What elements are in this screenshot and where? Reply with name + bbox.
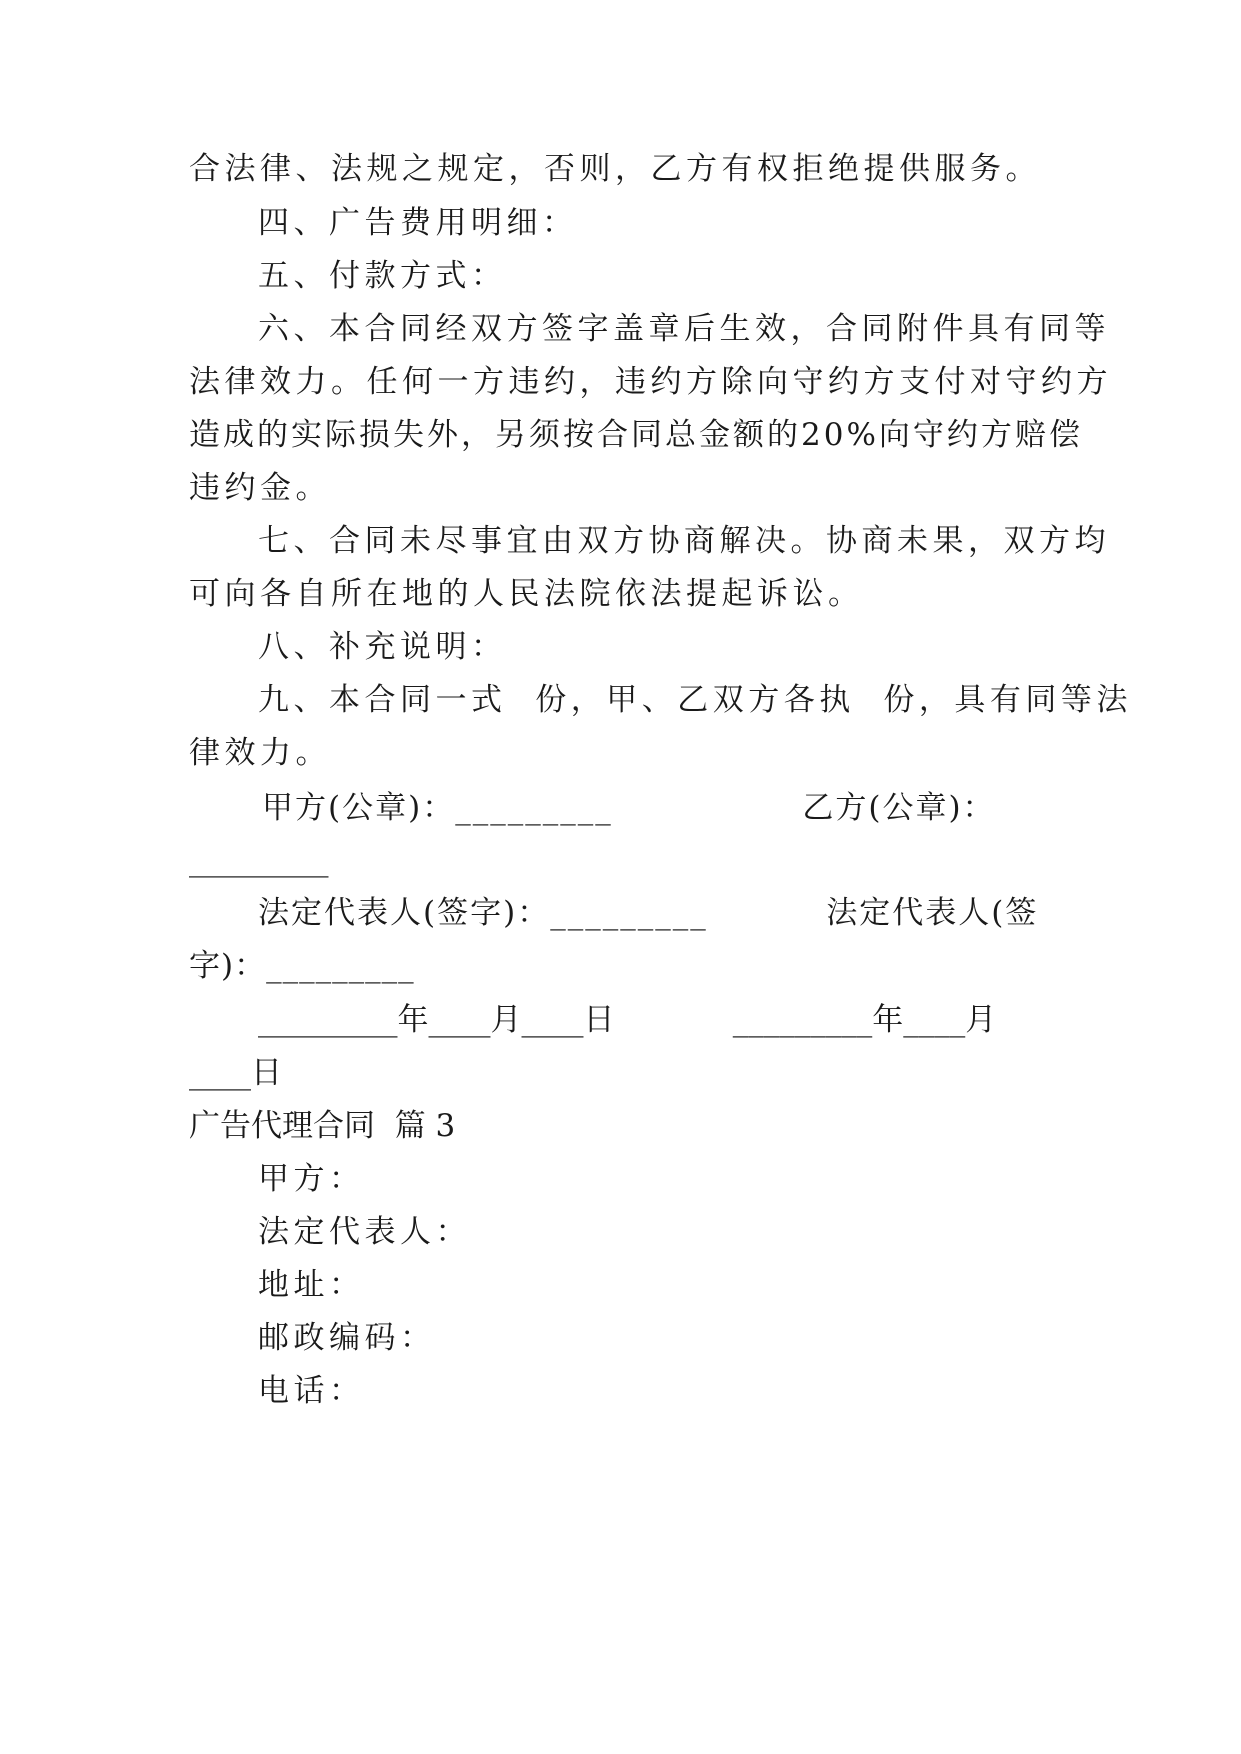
section-title: 广告代理合同 篇 3 <box>189 1108 456 1144</box>
paragraph-line: 合法律、法规之规定，否则，乙方有权拒绝提供服务。 <box>189 151 1041 187</box>
field-address: 地址： <box>258 1267 365 1303</box>
representative-line: 字)：_________ <box>189 948 415 984</box>
clause-5: 五、付款方式： <box>258 258 507 294</box>
paragraph-line: 法律效力。任何一方违约，违约方除向守约方支付对守约方 <box>189 364 1112 400</box>
signature-party-line: 甲方(公章)：_________ 乙方(公章)： <box>262 790 996 826</box>
paragraph-line: 造成的实际损失外，另须按合同总金额的20%向守约方赔偿 <box>189 417 1083 453</box>
field-party-a: 甲方： <box>258 1161 365 1197</box>
signature-blank: _________ <box>189 842 329 878</box>
field-phone: 电话： <box>258 1373 365 1409</box>
paragraph-line: 违约金。 <box>189 470 331 506</box>
date-line: ____日 <box>189 1055 282 1091</box>
clause-4: 四、广告费用明细： <box>258 205 578 241</box>
representative-line: 法定代表人(签字)：_________ 法定代表人(签 <box>258 895 1039 931</box>
paragraph-line: 可向各自所在地的人民法院依法提起诉讼。 <box>189 576 864 612</box>
field-legal-representative: 法定代表人： <box>258 1214 471 1250</box>
paragraph-line: 律效力。 <box>189 735 331 771</box>
clause-6: 六、本合同经双方签字盖章后生效，合同附件具有同等 <box>258 311 1110 347</box>
clause-9: 九、本合同一式 份，甲、乙双方各执 份，具有同等法 <box>258 682 1132 718</box>
clause-7: 七、合同未尽事宜由双方协商解决。协商未果，双方均 <box>258 523 1110 559</box>
field-postal-code: 邮政编码： <box>258 1320 436 1356</box>
date-line: _________年____月____日 _________年____月 <box>258 1002 997 1038</box>
clause-8: 八、补充说明： <box>258 629 507 665</box>
